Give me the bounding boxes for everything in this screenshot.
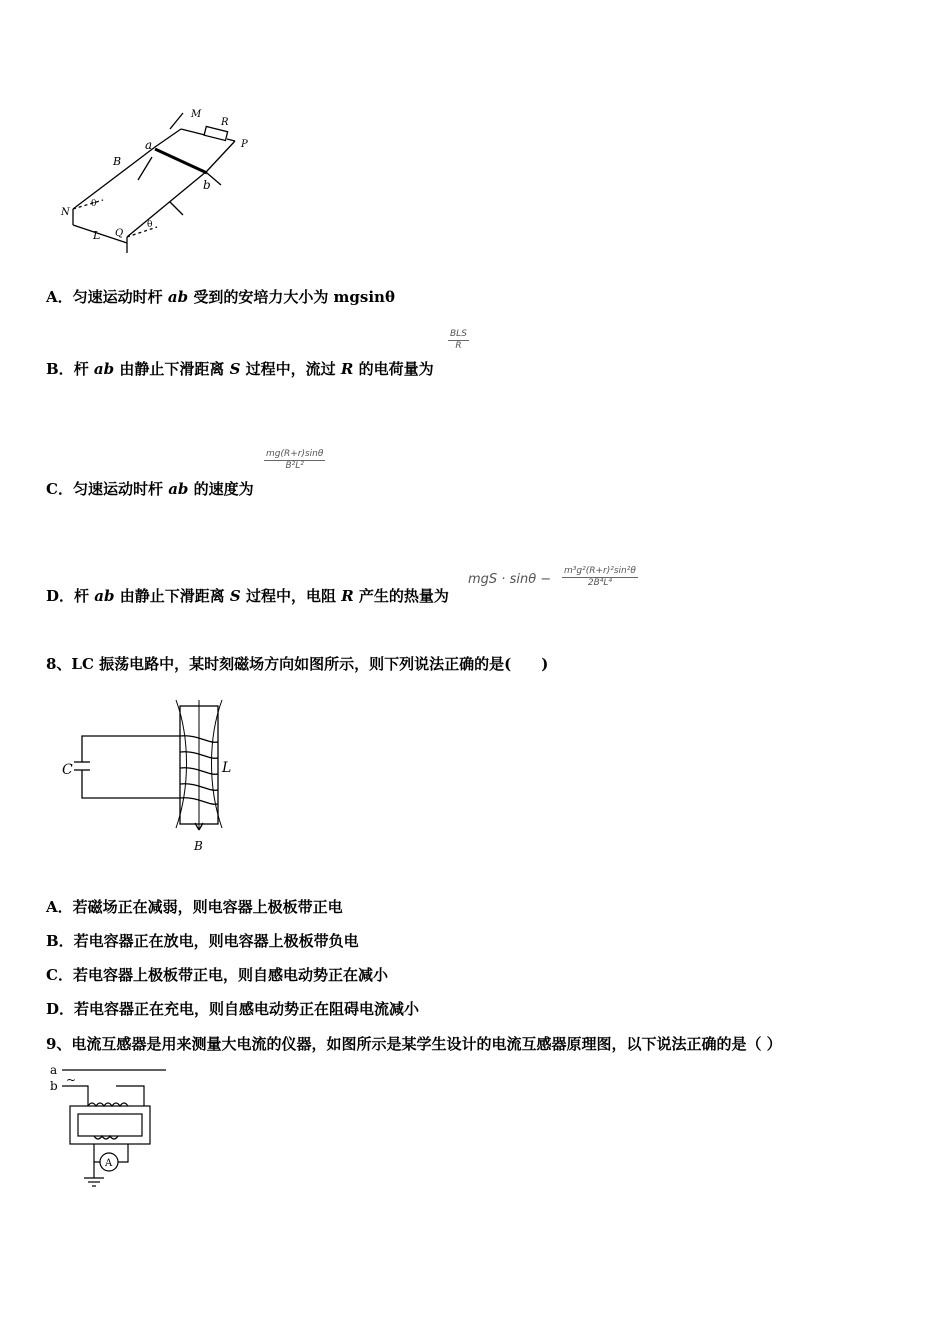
- formula-d-lead: mgS · sinθ −: [468, 572, 552, 587]
- formula-d: $\frac{\text{m³g²(R+r)²sin²θ}}{\text{2B⁴L⁴}}$: [564, 566, 636, 588]
- svg-text:P: P: [241, 139, 248, 150]
- q8-option-b: B．若电容器正在放电，则电容器上极板带负电: [46, 932, 359, 950]
- svg-text:a: a: [50, 1063, 58, 1077]
- svg-text:B: B: [194, 839, 203, 853]
- svg-text:L: L: [93, 229, 101, 242]
- svg-text:M: M: [191, 109, 202, 120]
- q8-option-a: A．若磁场正在减弱，则电容器上极板带正电: [46, 898, 343, 916]
- option-d: D．杆 ab 由静止下滑距离 S 过程中，电阻 R 产生的热量为: [46, 587, 449, 605]
- svg-text:a: a: [145, 138, 153, 152]
- inclined-rails-figure: [55, 105, 270, 255]
- svg-text:θ: θ: [147, 220, 153, 230]
- formula-b: BLS R: [450, 329, 467, 351]
- q8-option-c: C．若电容器上极板带正电，则自感电动势正在减小: [46, 966, 388, 984]
- svg-text:θ: θ: [91, 199, 97, 209]
- svg-text:~: ~: [66, 1073, 77, 1087]
- svg-text:B: B: [113, 155, 122, 168]
- lc-circuit-figure: [58, 698, 248, 856]
- option-b: B．杆 ab 由静止下滑距离 S 过程中，流过 R 的电荷量为: [46, 360, 434, 378]
- question-8-stem: 8、LC 振荡电路中，某时刻磁场方向如图所示，则下列说法正确的是( ): [46, 655, 549, 673]
- option-c: C．匀速运动时杆 ab 的速度为: [46, 480, 254, 498]
- svg-text:L: L: [222, 760, 232, 776]
- svg-text:C: C: [62, 762, 73, 778]
- formula-c: $\frac{mg(R+r)\sin\theta}{\text{B²L²}}$: [266, 449, 324, 471]
- question-9-stem: 9、电流互感器是用来测量大电流的仪器，如图所示是某学生设计的电流互感器原理图，以下说法正确的是（ ）: [46, 1035, 782, 1053]
- option-a: A．匀速运动时杆 ab 受到的安培力大小为 mgsinθ: [46, 288, 395, 306]
- svg-text:A: A: [105, 1158, 113, 1169]
- svg-text:R: R: [221, 117, 229, 128]
- svg-text:b: b: [203, 178, 211, 192]
- svg-text:b: b: [50, 1079, 58, 1093]
- current-transformer-figure: [48, 1062, 170, 1194]
- svg-text:N: N: [61, 207, 70, 218]
- svg-text:Q: Q: [115, 228, 124, 239]
- q8-option-d: D．若电容器正在充电，则自感电动势正在阻碍电流减小: [46, 1000, 420, 1018]
